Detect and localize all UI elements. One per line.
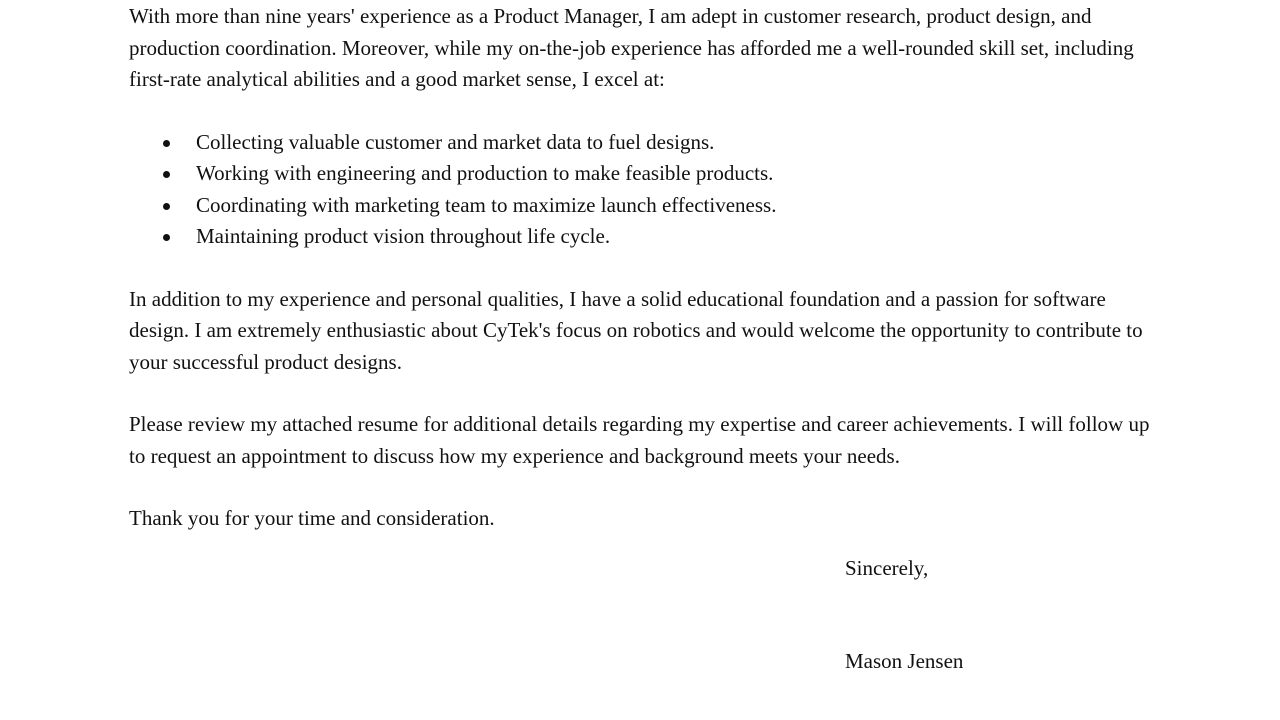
bullet-icon — [163, 171, 170, 178]
list-item-text: Maintaining product vision throughout life cycle. — [196, 224, 611, 248]
list-item — [196, 190, 1159, 222]
list-item-text: Collecting valuable customer and market data to fuel designs. — [196, 129, 715, 154]
letter-body — [129, 1, 1159, 535]
qualities-paragraph: In addition to my experience and personal qualities, I have a solid educational foundation and a passion for software design. I am extremely enthusiastic about CyTek's focus on robotics and would welcome the opportunity to contribute to your successful product designs. — [129, 286, 1143, 374]
list-item — [196, 127, 1159, 159]
intro-paragraph: With more than nine years' experience as a Product Manager, I am adept in customer research, product design, and production coordination. Moreover, while my on-the-job experience has afforded me a well-rounded skill set, including first-rate analytical abilities and a good market sense, I excel at: — [129, 4, 1134, 91]
list-item — [196, 221, 1159, 253]
skills-list — [129, 127, 1159, 253]
list-item-text: Working with engineering and production to make feasible products. — [196, 161, 774, 185]
thanks-paragraph: Thank you for your time and consideration. — [129, 506, 495, 530]
bullet-icon — [163, 234, 170, 241]
bullet-icon — [163, 140, 170, 147]
closing-salutation: Sincerely, — [845, 556, 929, 580]
signature-name: Mason Jensen — [845, 649, 964, 673]
list-item — [196, 158, 1159, 190]
followup-paragraph: Please review my attached resume for additional details regarding my expertise and career achievements. I will follow up to request an appointment to discuss how my experience and background meets your needs. — [129, 412, 1150, 468]
list-item-text: Coordinating with marketing team to maximize launch effectiveness. — [196, 192, 777, 217]
bullet-icon — [163, 203, 170, 210]
